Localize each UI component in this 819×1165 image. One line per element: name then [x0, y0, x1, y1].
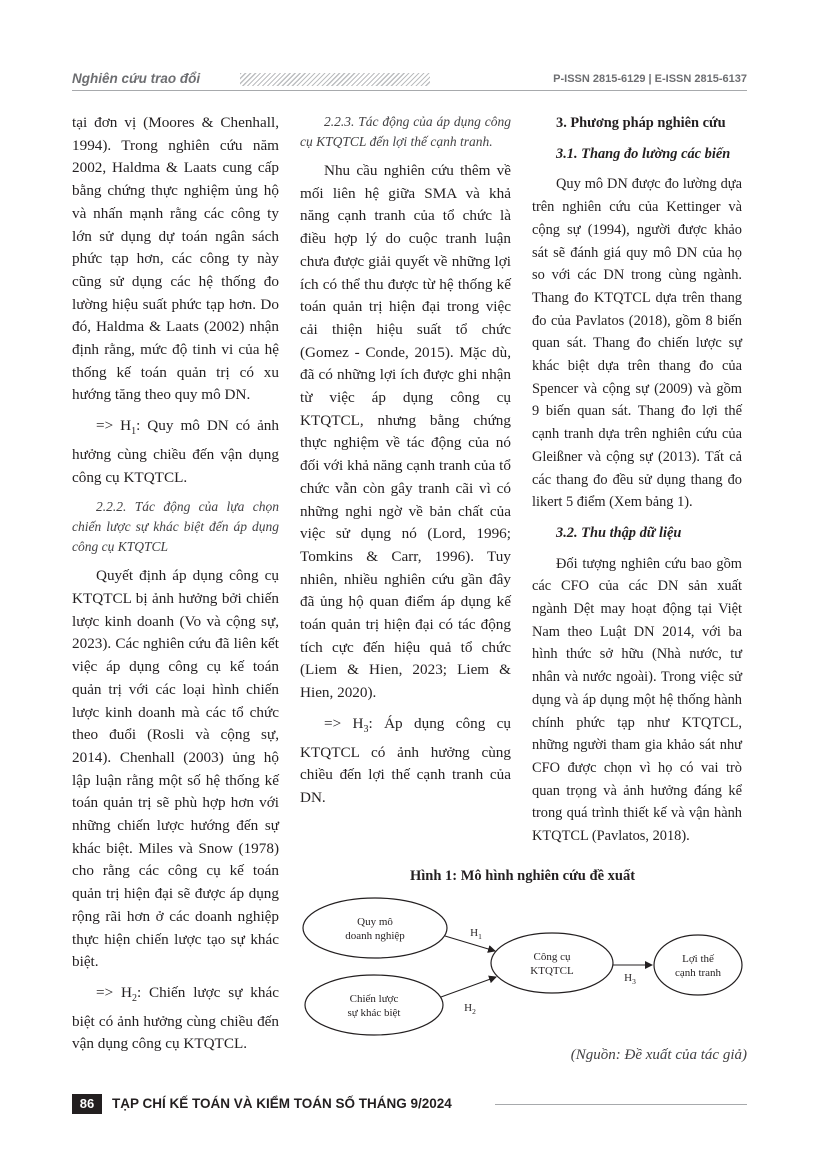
- hypothesis-h2: [72, 982, 279, 1056]
- subheading-2-2-2: 2.2.2. Tác động của lựa chọn chiến lược sự khác biệt đến áp dụng công cụ KTQTCL: [72, 499, 279, 555]
- node-sma-tools: [491, 933, 613, 993]
- journal-title: TẠP CHÍ KẾ TOÁN VÀ KIỂM TOÁN SỐ THÁNG 9/2024: [112, 1096, 452, 1111]
- footer-divider: [495, 1104, 747, 1105]
- subsection-3-2-title: 3.2. Thu thập dữ liệu: [556, 524, 682, 541]
- col3-paragraph-2: Đối tượng nghiên cứu bao gồm các CFO của các DN sản xuất ngành Dệt may hoạt động tại Việt Nam theo Luật DN 2014, với ba hình thức sở hữu (Nhà nước, tư nhân và nước ngoài). Trong việc sử dụng và áp dụng một hệ thống hành chính phức tạp như KTQTCL, những người tham gia khảo sát như CFO được chọn vì họ có vai trò quan trọng và ảnh hưởng đáng kể trong quá trình thiết kế và vận hành KTQTCL (Pavlatos, 2018).: [532, 555, 742, 845]
- node-differentiation-strategy: [305, 975, 443, 1035]
- edge-h2-label: $H_2$: [464, 1002, 476, 1016]
- h3-subscript: 3: [363, 723, 369, 735]
- header-stripe-decoration: [240, 73, 430, 86]
- subheading-2-2-3: 2.2.3. Tác động của áp dụng công cụ KTQTCL đến lợi thế cạnh tranh.: [300, 114, 511, 149]
- page-footer: [72, 1090, 747, 1118]
- section-label: Nghiên cứu trao đổi: [72, 71, 201, 86]
- page-number: 86: [72, 1094, 102, 1114]
- node-sma-label-1: Công cụ: [533, 951, 571, 963]
- header-divider: [72, 90, 747, 91]
- subsection-3-1-title: 3.1. Thang đo lường các biến: [556, 145, 731, 162]
- hypothesis-h3: [300, 713, 511, 810]
- node-advantage-label-2: cạnh tranh: [674, 967, 722, 979]
- h2-text: : Chiến lược sự khác biệt có ảnh hưởng cùng chiều đến vận dụng công cụ KTQTCL.: [72, 983, 279, 1053]
- column-2: [300, 112, 511, 818]
- col1-paragraph-1: tại đơn vị (Moores & Chenhall, 1994). Trong nghiên cứu năm 2002, Haldma & Laats cung cấp bằng chứng thực nghiệm ủng hộ và nhấn mạnh rằng các công ty lớn sử dụng dự toán ngân sách phức tạp hơn, các công ty này cũng sử dụng các hệ thống đo lường hiệu suất phức tạp hơn. Do đó, Haldma & Laats (2002) nhận định rằng, mức độ tinh vi của hệ thống kế toán quản trị có xu hướng tăng theo quy mô DN.: [72, 114, 279, 404]
- node-advantage-label-1: Lợi thế: [682, 953, 714, 965]
- h2-subscript: 2: [131, 992, 137, 1004]
- node-sma-label-2: KTQTCL: [530, 965, 574, 977]
- hypothesis-h1: [72, 415, 279, 489]
- issn-label: P-ISSN 2815-6129 | E-ISSN 2815-6137: [553, 73, 747, 85]
- node-firm-size-label-1: Quy mô: [357, 916, 393, 928]
- h1-prefix: => H: [96, 417, 132, 435]
- page-header: [72, 70, 747, 88]
- h1-subscript: 1: [131, 426, 137, 438]
- section-3-title: 3. Phương pháp nghiên cứu: [556, 115, 726, 131]
- node-strategy-label-2: sự khác biệt: [347, 1007, 401, 1019]
- h1-text: : Quy mô DN có ảnh hưởng cùng chiều đến vận dụng công cụ KTQTCL.: [72, 417, 279, 486]
- edge-h1-label: $H_1$: [470, 927, 482, 941]
- col2-paragraph-1: Nhu cầu nghiên cứu thêm về mối liên hệ giữa SMA và khả năng cạnh tranh của tổ chức là điều hợp lý do cuộc tranh luận chưa được giải quyết về những lợi ích có thể thu được từ hệ thống kế toán quản trị hiện đại trong việc cải thiện hiệu suất tổ chức (Gomez - Conde, 2015). Mặc dù, đã có những lợi ích được ghi nhận từ việc áp dụng công cụ KTQTCL, nhưng bằng chứng thực nghiệm về tác động của nó đối với khả năng cạnh tranh của tổ chức vẫn còn gây tranh cãi vì có những nghi ngờ về bản chất của việc sử dụng nó (Lord, 1996; Tomkins & Carr, 1996). Tuy nhiên, nhiều nghiên cứu gần đây đã ủng hộ quan điểm áp dụng kế toán quản trị hiện đại có tác động tích cực đến hiệu quả tổ chức (Liem & Hien, 2023; Liem & Hien, 2020).: [300, 162, 511, 702]
- h3-text: : Áp dụng công cụ KTQTCL có ảnh hưởng cùng chiều đến lợi thế cạnh tranh của DN.: [300, 714, 511, 807]
- research-model-diagram: [300, 893, 745, 1043]
- h3-prefix: => H: [324, 714, 364, 732]
- node-firm-size: [303, 898, 447, 958]
- col1-paragraph-2: Quyết định áp dụng công cụ KTQTCL bị ảnh hưởng bởi chiến lược kinh doanh (Vo và cộng sự, 2023). Các nghiên cứu đã liên kết việc áp dụng công cụ kế toán quản trị với các loại hình chiến lược kinh doanh mà các tổ chức theo đuổi (Rosli và cộng sự, 2014). Chenhall (2003) ủng hộ lập luận rằng một số hệ thống kế toán quản trị sẽ phù hợp hơn với những chiến lược hướng đến sự khác biệt. Miles và Snow (1978) cho rằng các công cụ kế toán quản trị hiện đại sẽ được áp dụng rộng rãi hơn ở các doanh nghiệp thực hiện chiến lược tạo sự khác biệt.: [72, 567, 279, 971]
- research-model-figure: [300, 893, 745, 1043]
- node-firm-size-label-2: doanh nghiệp: [345, 930, 405, 942]
- column-3: [532, 112, 742, 856]
- col3-paragraph-1: Quy mô DN được đo lường dựa trên nghiên cứu của Kettinger và cộng sự (1994), người được khảo sát sẽ đánh giá quy mô DN của họ so với các DN trong cùng ngành. Thang đo KTQTCL dựa trên thang đo của Pavlatos (2018), gồm 8 biến quan sát. Thang đo chiến lược sự khác biệt dựa trên thang đo của Spencer và cộng sự (2009) và gồm 9 biến quan sát. Thang đo lợi thế cạnh tranh dựa trên nghiên cứu của Gleißner và cộng sự (2013). Tất cả các thang đo đều sử dụng thang đo likert 5 điểm (Xem bảng 1).: [532, 176, 742, 511]
- node-strategy-label-1: Chiến lược: [349, 993, 399, 1005]
- node-competitive-advantage: [654, 935, 742, 995]
- edge-h3-label: $H_3$: [624, 972, 636, 986]
- figure-title: Hình 1: Mô hình nghiên cứu đề xuất: [409, 868, 636, 884]
- edge-h2-arrow: [441, 977, 496, 997]
- column-1: [72, 112, 279, 1064]
- figure-source: (Nguồn: Đề xuất của tác giả): [570, 1047, 747, 1063]
- h2-prefix: => H: [96, 983, 132, 1001]
